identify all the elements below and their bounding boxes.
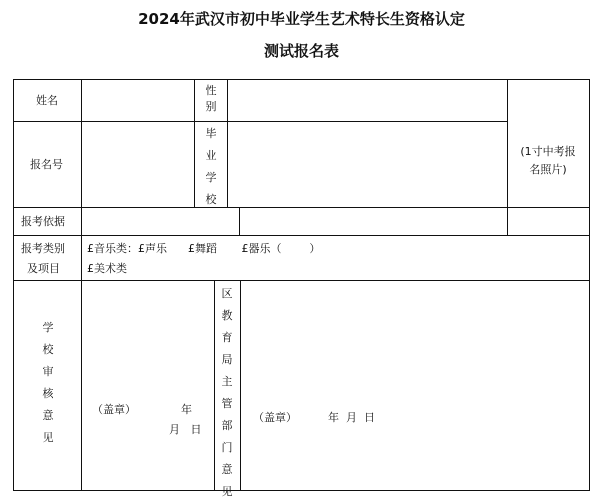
category-divider: [81, 258, 590, 259]
district-date: 年 月 日: [328, 411, 375, 424]
col-divider: [81, 79, 82, 491]
row-divider: [13, 207, 590, 208]
school-month-day: 月 日: [169, 423, 202, 436]
district-review-label: 区教育局主管部门意见: [221, 287, 233, 498]
form-subtitle: 测试报名表: [263, 42, 339, 60]
col-divider: [507, 79, 508, 236]
art-category-option[interactable]: £美术类: [87, 262, 127, 275]
category-label-line1: 报考类别: [21, 242, 65, 255]
row-divider: [13, 280, 590, 281]
table-border-right: [589, 79, 590, 491]
music-category-options[interactable]: £音乐类：£声乐 £舞蹈 £器乐（ ）: [87, 242, 321, 255]
table-border-bottom: [13, 490, 590, 491]
name-label: 姓名: [36, 94, 58, 107]
school-year: 年: [181, 403, 192, 416]
photo-note: (1寸中考报名照片): [520, 145, 576, 176]
school-review-label: 学校审核意见: [42, 321, 54, 444]
col-divider: [239, 207, 240, 236]
row-divider: [13, 121, 507, 122]
school-seal: （盖章）: [92, 403, 136, 416]
graduation-school-label: 毕业学校: [205, 127, 217, 206]
form-title: 2024年武汉市初中毕业学生艺术特长生资格认定: [138, 10, 465, 28]
table-border-left: [13, 79, 14, 491]
col-divider: [227, 79, 228, 207]
registration-no-label: 报名号: [30, 158, 63, 171]
col-divider: [240, 280, 241, 491]
table-border-top: [13, 79, 590, 80]
application-basis-label: 报考依据: [21, 215, 65, 228]
district-seal: （盖章）: [253, 411, 297, 424]
col-divider: [194, 79, 195, 207]
col-divider: [214, 280, 215, 491]
gender-label: 性别: [205, 84, 217, 113]
row-divider: [13, 235, 590, 236]
category-label-line2: 及项目: [27, 262, 60, 275]
